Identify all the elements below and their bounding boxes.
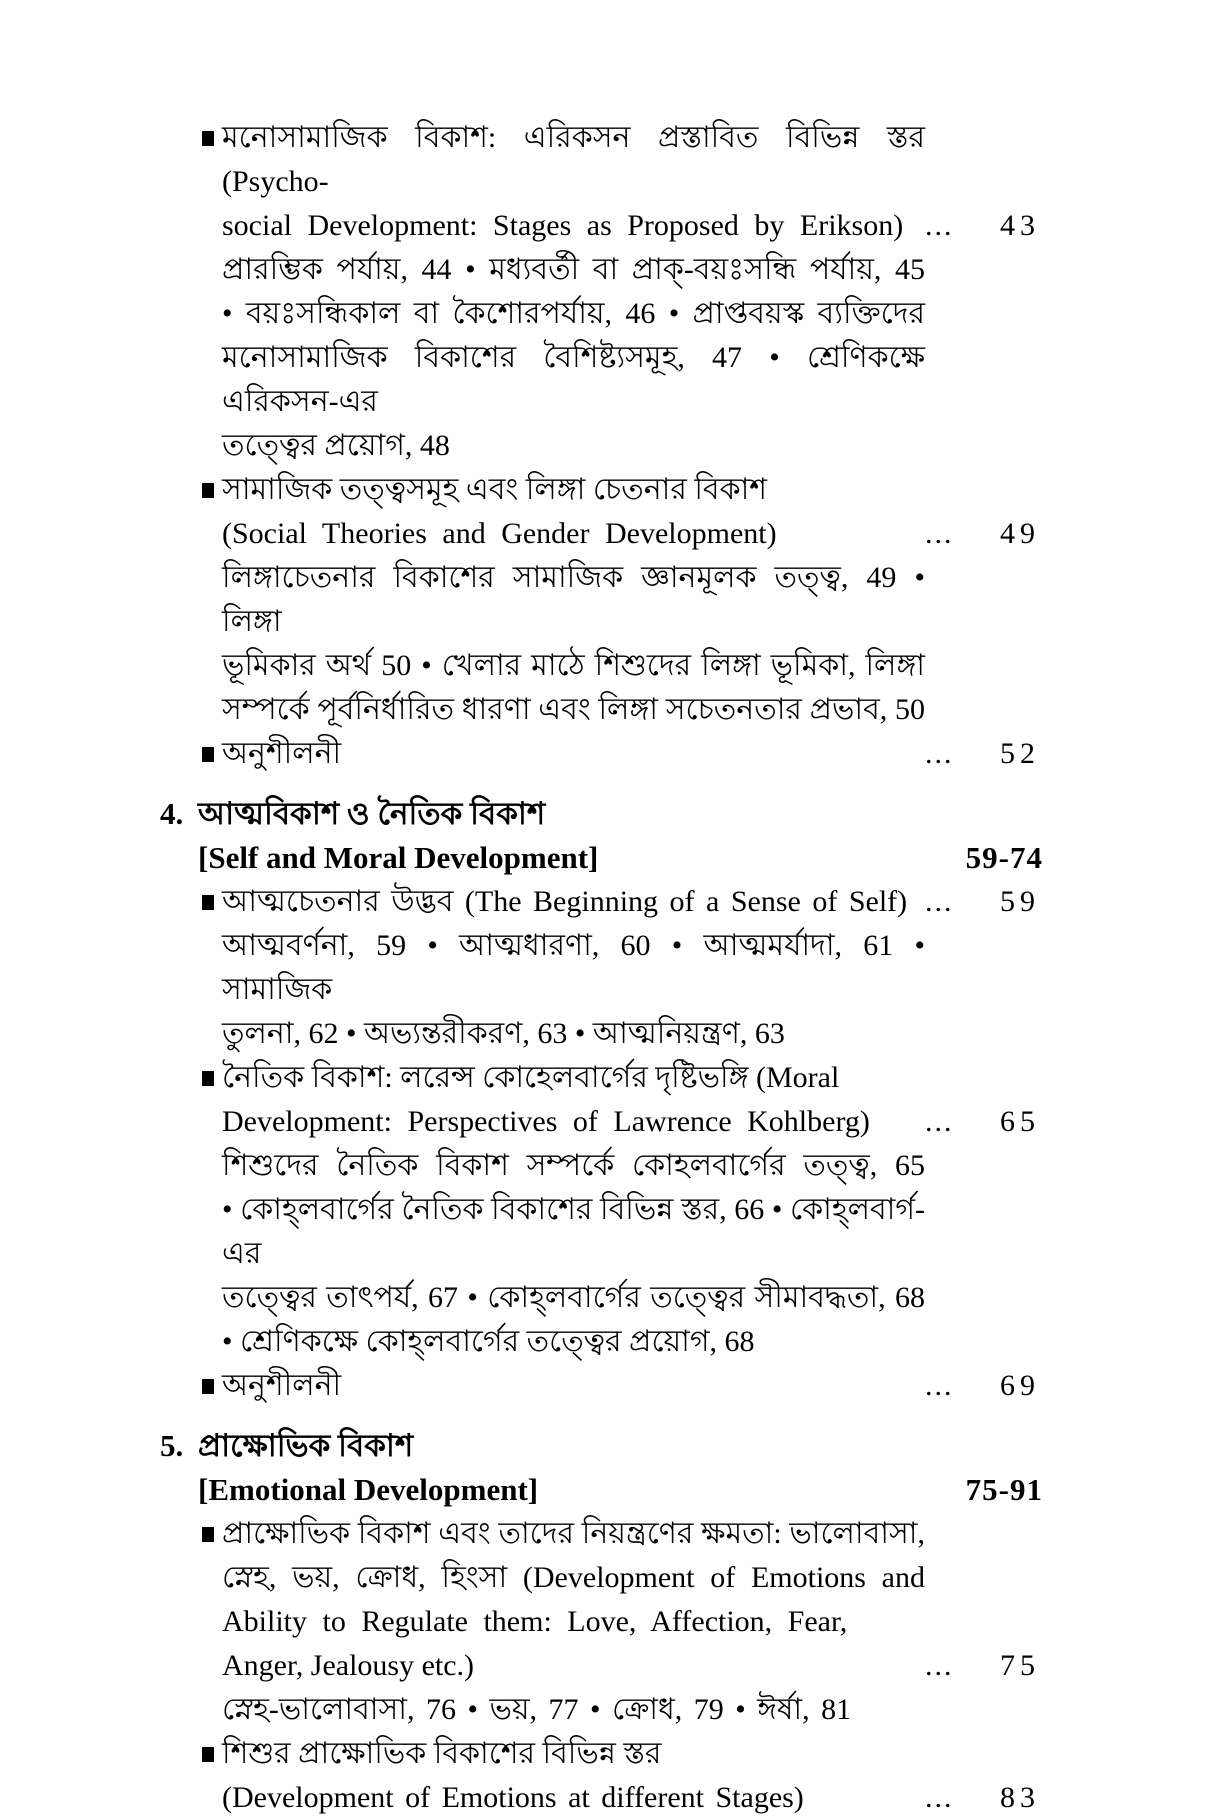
toc-subtopics-psychosocial-line1 (0, 248, 1214, 292)
toc-entry-emotions-line4-en (0, 1644, 1214, 1688)
chapter-page-range: 59-74 (965, 840, 1043, 875)
toc-entry-exercises-ch4 (0, 1364, 1214, 1408)
subtopic-text: তুলনা, 62 • অভ্যন্তরীকরণ, 63 • আত্মনিয়ন্ত্রণ, 63 (222, 1017, 785, 1050)
toc-subtopics-emotions-line1 (0, 1688, 1214, 1732)
toc-subtopics-self-line2 (0, 1012, 1214, 1056)
toc-content (0, 116, 1214, 1820)
subtopic-text: তত্ত্বের প্রয়োগ, 48 (222, 429, 450, 462)
chapter-4-subtitle-en (0, 836, 1214, 880)
entry-text: আত্মচেতনার উদ্ভব (The Beginning of a Sense of Self) (222, 885, 908, 918)
toc-subtopics-moral-line2 (0, 1188, 1214, 1276)
page-number: 75 (1000, 1649, 1040, 1682)
dot-leader: ... (925, 1781, 954, 1814)
chapter-subtitle-text: [Emotional Development] (198, 1472, 539, 1507)
bullet-square-icon (202, 895, 214, 910)
toc-entry-sense-of-self (0, 880, 1214, 924)
subtopic-text: ভূমিকার অর্থ 50 • খেলার মাঠে শিশুদের লিঙ্গা ভূমিকা, লিঙ্গা (222, 649, 925, 682)
toc-subtopics-moral-line3 (0, 1276, 1214, 1320)
page-number: 65 (1000, 1105, 1040, 1138)
toc-subtopics-psychosocial-line3 (0, 336, 1214, 424)
subtopic-text: সম্পর্কে পূর্বনির্ধারিত ধারণা এবং লিঙ্গা সচেতনতার প্রভাব, 50 (222, 693, 925, 726)
subtopic-text: স্নেহ-ভালোবাসা, 76 • ভয়, 77 • ক্রোধ, 79 • ঈর্ষা, 81 (222, 1693, 852, 1726)
page-number: 83 (1000, 1781, 1040, 1814)
page-number: 69 (1000, 1369, 1040, 1402)
toc-entry-moral-development-bn (0, 1056, 1214, 1100)
chapter-title: প্রাক্ষোভিক বিকাশ (198, 1428, 414, 1463)
toc-entry-exercises-ch3 (0, 732, 1214, 776)
toc-entry-moral-development-en (0, 1100, 1214, 1144)
dot-leader: ... (925, 517, 954, 550)
subtopic-text: তত্ত্বের তাৎপর্য, 67 • কোহ্‌লবার্গের তত্ত্বের সীমাবদ্ধতা, 68 (222, 1281, 925, 1314)
chapter-4-heading (0, 792, 1214, 836)
toc-entry-emotion-stages-bn (0, 1732, 1214, 1776)
toc-subtopics-psychosocial-line4 (0, 424, 1214, 468)
bullet-square-icon (202, 747, 214, 762)
toc-subtopics-gender-line3 (0, 688, 1214, 732)
subtopic-text: লিঙ্গাচেতনার বিকাশের সামাজিক জ্ঞানমূলক তত্ত্ব, 49 • লিঙ্গা (222, 561, 925, 638)
entry-text: Anger, Jealousy etc.) (222, 1649, 475, 1682)
toc-subtopics-psychosocial-line2 (0, 292, 1214, 336)
toc-subtopics-moral-line1 (0, 1144, 1214, 1188)
entry-text: স্নেহ, ভয়, ক্রোধ, হিংসা (Development of Emotions and (222, 1561, 925, 1594)
toc-subtopics-self-line1 (0, 924, 1214, 1012)
entry-text: (Development of Emotions at different Stages) (222, 1781, 804, 1814)
entry-text: (Social Theories and Gender Development) (222, 517, 777, 550)
entry-text: সামাজিক তত্ত্বসমূহ এবং লিঙ্গা চেতনার বিকাশ (222, 473, 768, 506)
entry-text: social Development: Stages as Proposed by Erikson) (222, 209, 904, 242)
entry-text: Ability to Regulate them: Love, Affection, Fear, (222, 1605, 848, 1638)
subtopic-text: • কোহ্‌লবার্গের নৈতিক বিকাশের বিভিন্ন স্তর, 66 • কোহ্‌লবার্গ-এর (222, 1193, 925, 1270)
chapter-number: 4. (160, 796, 184, 831)
subtopic-text: • শ্রেণিকক্ষে কোহ্‌লবার্গের তত্ত্বের প্রয়োগ, 68 (222, 1325, 755, 1358)
chapter-page-range: 75-91 (965, 1472, 1043, 1507)
bullet-square-icon (202, 1379, 214, 1394)
toc-entry-emotions-line1-bn (0, 1512, 1214, 1556)
toc-subtopics-gender-line1 (0, 556, 1214, 644)
bullet-square-icon (202, 1527, 214, 1542)
toc-entry-psychosocial-title-bn (0, 116, 1214, 204)
bullet-square-icon (202, 1747, 214, 1762)
entry-text: মনোসামাজিক বিকাশ: এরিকসন প্রস্তাবিত বিভিন্ন স্তর (Psycho- (222, 121, 925, 198)
subtopic-text: শিশুদের নৈতিক বিকাশ সম্পর্কে কোহলবার্গের তত্ত্ব, 65 (222, 1149, 925, 1182)
page-number: 52 (1000, 737, 1040, 770)
toc-subtopics-gender-line2 (0, 644, 1214, 688)
dot-leader: ... (925, 885, 954, 918)
chapter-5-subtitle-en (0, 1468, 1214, 1512)
subtopic-text: আত্মবর্ণনা, 59 • আত্মধারণা, 60 • আত্মমর্যাদা, 61 • সামাজিক (222, 929, 925, 1006)
toc-entry-social-theories-title-en (0, 512, 1214, 556)
subtopic-text: মনোসামাজিক বিকাশের বৈশিষ্ট্যসমূহ, 47 • শ্রেণিকক্ষে এরিকসন-এর (222, 341, 925, 418)
toc-entry-emotion-stages-en (0, 1776, 1214, 1820)
page-number: 59 (1000, 885, 1040, 918)
chapter-5-heading (0, 1424, 1214, 1468)
toc-subtopics-moral-line4 (0, 1320, 1214, 1364)
chapter-title: আত্মবিকাশ ও নৈতিক বিকাশ (198, 796, 546, 831)
toc-entry-emotions-line3-en (0, 1600, 1214, 1644)
entry-text: শিশুর প্রাক্ষোভিক বিকাশের বিভিন্ন স্তর (222, 1737, 662, 1770)
dot-leader: ... (925, 1105, 954, 1138)
entry-text: নৈতিক বিকাশ: লরেন্স কোহেলবার্গের দৃষ্টিভঙ্গি (Moral (222, 1061, 840, 1094)
toc-entry-psychosocial-title-en (0, 204, 1214, 248)
toc-entry-social-theories-title-bn (0, 468, 1214, 512)
bullet-square-icon (202, 1071, 214, 1086)
page-number: 49 (1000, 517, 1040, 550)
dot-leader: ... (925, 1369, 954, 1402)
dot-leader: ... (925, 737, 954, 770)
subtopic-text: প্রারম্ভিক পর্যায়, 44 • মধ্যবর্তী বা প্রাক্-বয়ঃসন্ধি পর্যায়, 45 (222, 253, 925, 286)
entry-text: অনুশীলনী (222, 737, 342, 770)
bullet-square-icon (202, 131, 214, 146)
bullet-square-icon (202, 483, 214, 498)
page-number: 43 (1000, 209, 1040, 242)
entry-text: Development: Perspectives of Lawrence Kohlberg) (222, 1105, 870, 1138)
entry-text: অনুশীলনী (222, 1369, 342, 1402)
dot-leader: ... (925, 209, 954, 242)
chapter-subtitle-text: [Self and Moral Development] (198, 840, 599, 875)
chapter-number: 5. (160, 1428, 184, 1463)
toc-entry-emotions-line2 (0, 1556, 1214, 1600)
dot-leader: ... (925, 1649, 954, 1682)
entry-text: প্রাক্ষোভিক বিকাশ এবং তাদের নিয়ন্ত্রণের ক্ষমতা: ভালোবাসা, (222, 1517, 925, 1550)
subtopic-text: • বয়ঃসন্ধিকাল বা কৈশোরপর্যায়, 46 • প্রাপ্তবয়স্ক ব্যক্তিদের (222, 297, 925, 330)
